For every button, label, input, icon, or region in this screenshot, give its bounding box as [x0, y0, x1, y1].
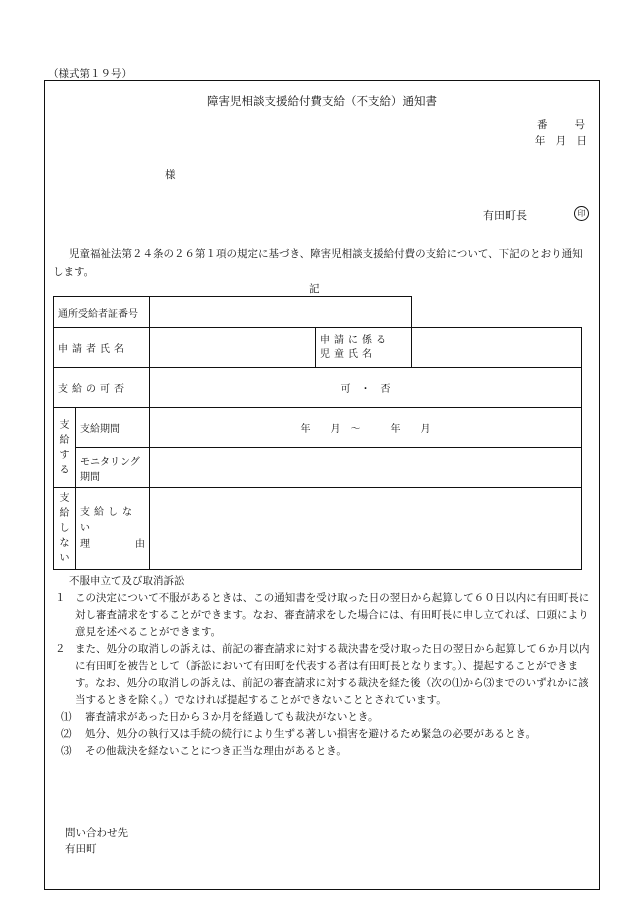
subitem-text: 審査請求があった日から３か月を経過しても裁決がないとき。 [85, 711, 379, 723]
appeal-section [55, 573, 595, 760]
monitoring-label-line1: モニタリング [80, 456, 140, 468]
table-row [54, 328, 582, 368]
nogrant-char: 支 [59, 493, 70, 504]
nogrant-char: 給 [59, 508, 70, 519]
item-text: また、処分の取消しの訴えは、前記の審査請求に対する裁決書を受け取った日の翌日から起算して６か月以内に有田町を被告として（訴訟において有田町を代表する者は有田町長となります。）、提起することができます。なお、処分の取消しの訴えは、前記の審査請求に対する裁決を経た後（次の⑴から⑶までのいずれかに該当するときを除く。）でなければ提起することができないこととされています。 [75, 643, 590, 706]
monitoring-label-line2: 期間 [80, 471, 100, 483]
item-text: この決定について不服があるときは、この通知書を受け取った日の翌日から起算して６０日以内に有田町長に対し審査請求をすることができます。なお、審査請求をした場合には、有田町長に申し立てれば、口頭により意見を述べることができます。 [75, 592, 590, 638]
date-month: 月 [555, 135, 567, 147]
grant-char: 支 [59, 419, 70, 431]
recipient-number-value[interactable] [150, 297, 412, 328]
subitem-marker: ⑴ [61, 711, 72, 723]
child-name-label-line1: 申請に係る [320, 334, 390, 346]
contact-label: 問い合わせ先 [65, 827, 128, 839]
grant-char: す [59, 449, 70, 461]
reason-char-ri: 理 [80, 538, 90, 550]
seal-mark: 印 [574, 206, 589, 221]
addressee-honorific: 様 [165, 169, 176, 181]
reason-label-line2 [80, 537, 145, 553]
nogrant-char: し [59, 523, 70, 534]
ki-heading: 記 [309, 283, 320, 295]
contact-block [65, 825, 128, 857]
grant-char: る [59, 464, 70, 476]
date-day: 日 [576, 135, 587, 147]
monitoring-value[interactable] [150, 448, 582, 488]
list-item [55, 709, 595, 726]
item-marker: １ [55, 592, 66, 604]
child-name-value[interactable] [412, 328, 582, 368]
appeal-heading: 不服申立て及び取消訴訟 [69, 575, 185, 587]
notification-table [53, 296, 582, 570]
nogrant-char: な [59, 538, 70, 549]
grant-char: 給 [59, 434, 70, 446]
period-value: 年 月 ～ 年 月 [150, 408, 582, 448]
list-item [55, 743, 595, 760]
list-item [55, 590, 595, 641]
decision-value: 可 ・ 否 [150, 368, 582, 408]
period-label: 支給期間 [76, 408, 150, 448]
document-number-line: 番 号 [537, 119, 587, 131]
decision-label: 支給の可否 [54, 368, 150, 408]
subitem-marker: ⑵ [61, 728, 72, 740]
applicant-name-value[interactable] [150, 328, 316, 368]
date-year: 年 [534, 135, 546, 147]
document-title: 障害児相談支援給付費支給（不支給）通知書 [207, 94, 437, 108]
intro-paragraph: 児童福祉法第２４条の２６第１項の規定に基づき、障害児相談支援給付費の支給について、下記のとおり通知します。 [53, 248, 583, 278]
sender-name: 有田町長 [483, 209, 527, 222]
document-frame [44, 80, 600, 890]
item-marker: ２ [55, 643, 66, 655]
table-row [54, 448, 582, 488]
subitem-text: 処分、処分の執行又は手続の続行により生ずる著しい損害を避けるため緊急の必要があるとき。 [85, 728, 537, 740]
form-number: （様式第１９号） [48, 68, 132, 80]
reason-char-yu: 由 [135, 538, 145, 550]
document-date-line [528, 133, 587, 148]
table-row [54, 297, 582, 328]
reason-label-line1: 支給しない [80, 506, 136, 534]
subitem-marker: ⑶ [61, 745, 72, 757]
blank-cell [412, 297, 582, 328]
grant-group-label [54, 408, 76, 488]
nogrant-char: い [59, 553, 70, 564]
monitoring-label [76, 448, 150, 488]
child-name-label-line2: 児童氏名 [320, 348, 376, 360]
table-row [54, 368, 582, 408]
reason-label [76, 488, 150, 570]
child-name-label [316, 328, 412, 368]
nogrant-group-label [54, 488, 76, 570]
list-item [55, 641, 595, 709]
applicant-name-label: 申請者氏名 [54, 328, 150, 368]
recipient-number-label: 通所受給者証番号 [54, 297, 150, 328]
list-item [55, 726, 595, 743]
subitem-text: その他裁決を経ないことにつき正当な理由があるとき。 [85, 745, 347, 757]
reason-value[interactable] [150, 488, 582, 570]
contact-org: 有田町 [65, 843, 97, 855]
table-row [54, 488, 582, 570]
table-row [54, 408, 582, 448]
